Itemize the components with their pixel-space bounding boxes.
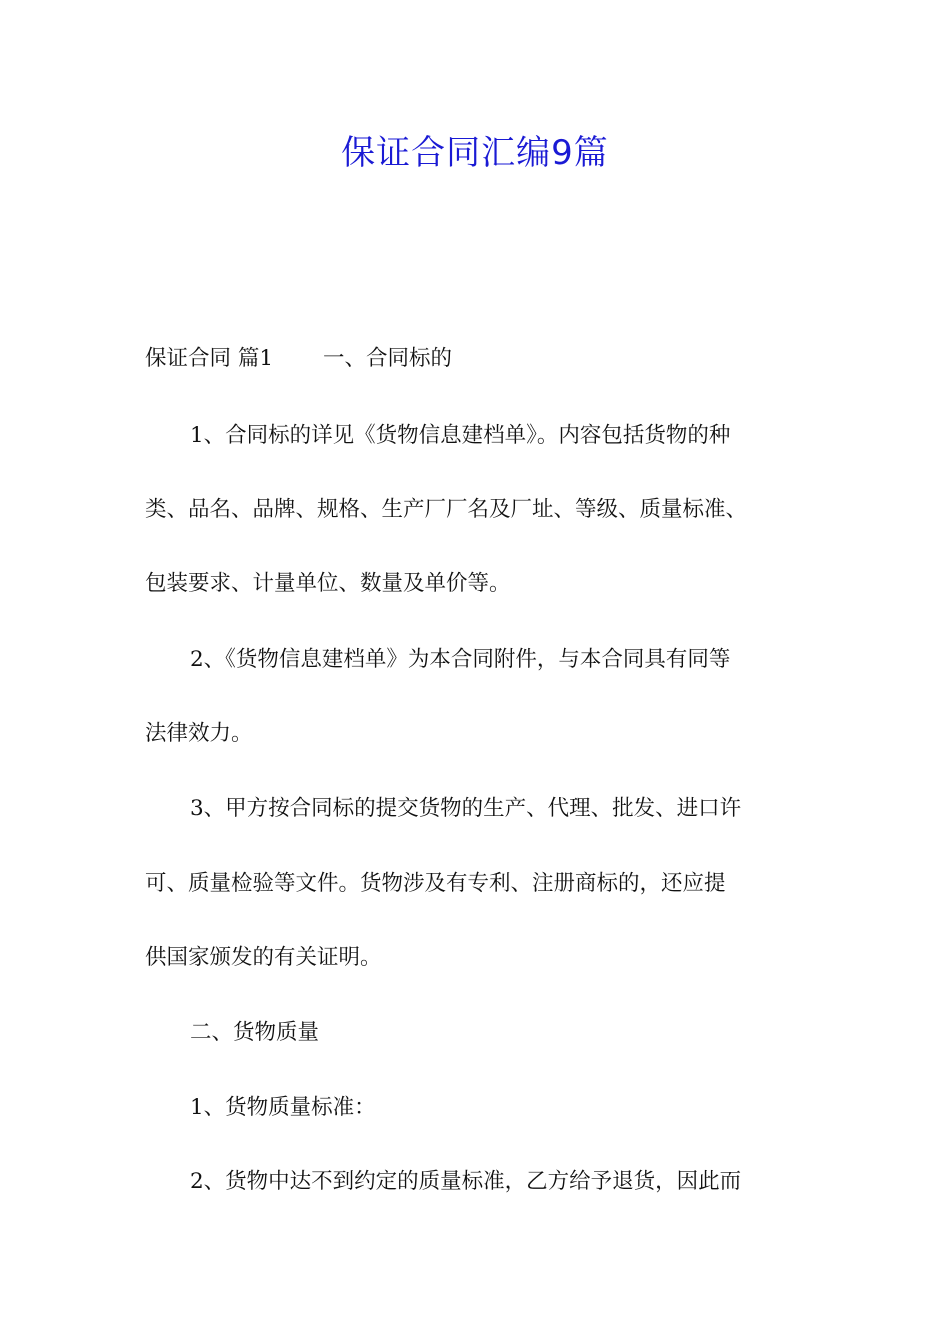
paragraph-line: 包装要求、计量单位、数量及单价等。 [145,571,511,596]
section-title-2: 二、货物质量 [190,1020,320,1045]
paragraph-line: 类、品名、品牌、规格、生产厂厂名及厂址、等级、质量标准、 [145,497,748,522]
paragraph-line: 法律效力。 [145,721,253,746]
paragraph-line: 2、《货物信息建档单》为本合同附件，与本合同具有同等 [190,647,731,672]
paragraph-line: 1、合同标的详见《货物信息建档单》。内容包括货物的种 [190,423,731,448]
paragraph-line: 3、甲方按合同标的提交货物的生产、代理、批发、进口许 [190,796,742,821]
document-title: 保证合同汇编9篇 [341,133,609,173]
article-label: 保证合同 篇1 [145,346,274,371]
paragraph-line: 2、货物中达不到约定的质量标准，乙方给予退货，因此而 [190,1169,742,1194]
paragraph-line: 1、货物质量标准： [190,1095,376,1120]
section-heading [145,343,452,375]
paragraph-line: 供国家颁发的有关证明。 [145,945,382,970]
section-title-1: 一、合同标的 [323,346,453,371]
paragraph-line: 可、质量检验等文件。货物涉及有专利、注册商标的，还应提 [145,871,726,896]
